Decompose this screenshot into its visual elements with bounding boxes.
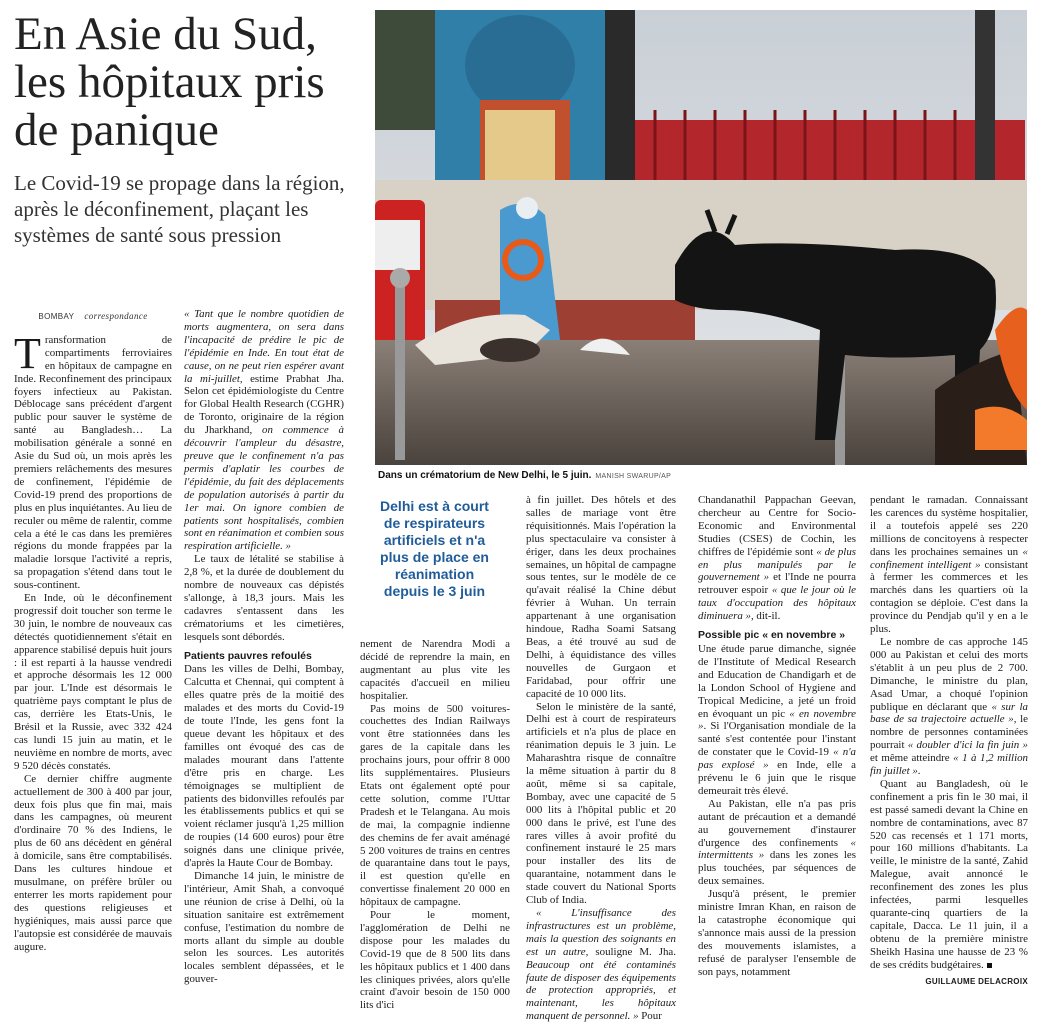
quote: « de plus en plus manipulés par le gouvernement » bbox=[698, 545, 857, 584]
paragraph-text: en Inde, elle a prévenu le 6 juin que le risque demeurait très élevé. bbox=[698, 759, 856, 797]
paragraph-text: Pour bbox=[638, 1010, 662, 1023]
paragraph: Selon le ministère de la santé, Delhi est à court de respirateurs artificiels et n'a plus de place en réanimation depuis le 3 juin. Le Maharashtra risque de connaître la même situation à partir du 8 août, même si sa capitale, Bombay, avec une capacité de 5 000 lits à l'hôpital public et 20 000 dans le privé, est l'une des rares villes à avoir profité du confinement instauré le 25 mars pour installer des lits de quarantaine, notamment dans le stade couvert du National Sports Club of India. bbox=[526, 700, 676, 907]
paragraph bbox=[870, 778, 1028, 972]
paragraph: nement de Narendra Modi a décidé de reprendre la main, en augmentant au plus vite les capacités d'accueil en milieu hospitalier. bbox=[360, 638, 510, 702]
quote: « sur la base de sa trajectoire actuelle » bbox=[870, 700, 1028, 726]
paragraph-text: Au Pakistan, elle n'a pas pris autant de précaution et a demandé au gouvernement d'instaurer d'urgence des confinements bbox=[698, 797, 856, 849]
paragraph: Dimanche 14 juin, le ministre de l'intérieur, Amit Shah, a convoqué une réunion de crise à Delhi, où la situation sanitaire est extrêmement confuse, l'estimation du nombre de morts allant du simple au double selon les sources. Les autorités locales semblent dépassées, et le gouver- bbox=[184, 869, 344, 986]
column-5 bbox=[698, 494, 856, 979]
paragraph-text: Le nombre de cas approche 145 000 au Pakistan et celui des morts s'établit à un peu plus de 2 700. Dimanche, le ministre du plan, Asad Umar, a choqué l'opinion publique en déclarant que bbox=[870, 635, 1028, 713]
standfirst: Le Covid-19 se propage dans la région, après le déconfinement, plaçant les systèmes de santé sous pression bbox=[14, 171, 345, 247]
paragraph-text: souligne M. Jha. bbox=[588, 945, 676, 958]
paragraph: Pas moins de 500 voitures-couchettes des Indian Railways vont être stationnées dans les gares de la capitale dans les prochains jours, pour offrir 8 000 lits supplémentaires. Plusieurs Etats ont également opté pour cette solution, comme l'Uttar Pradesh et le Telangana. Au mois de mai, la compagnie indienne des chemins de fer avait aménagé 5 200 voitures de trains en centres de quarantaine dans tout le pays, il est question qu'elle en convertisse finalement 20 000 en hôpitaux de campagne. bbox=[360, 702, 510, 909]
paragraph-text: ransformation de compartiments ferroviaires en hôpitaux de campagne en Inde. Reconfinement des principaux foyers infectieux au Pakistan. Déblocage sans précédent d'argent public pour sauver le système de santé au Bangladesh… La mobilisation générale a sonné en Asie du Sud où, un mois après les premiers relâchements des mesures de confinement, l'épidémie de Covid-19 prend des proportions de plus en plus inquiétantes. Au lieu de reculer ou même de ralentir, comme cela a été le cas dans les premières régions du monde frappées par la maladie lorsque l'activité a repris, sa propagation s'étend dans tout le sous-continent. bbox=[14, 333, 172, 592]
quote: « intermittents » bbox=[698, 836, 856, 862]
paragraph-text: consistant à fermer les commerces et les marchés dans les quartiers où la contagion se déploie. C'est dans la province du Pendjab qu'il y en a le plus. bbox=[870, 558, 1029, 636]
headline: En Asie du Sud, les hôpitaux pris de panique bbox=[14, 8, 325, 156]
quote: « doubler d'ici la fin juin » bbox=[907, 739, 1028, 752]
column-1 bbox=[14, 310, 172, 953]
paragraph-text: Chandanathil Pappachan Geevan, chercheur au Centre for Socio-Economic and Environmental Studies (CSES) de Cochin, les chiffres de l'épidémie sont bbox=[698, 494, 856, 558]
paragraph bbox=[698, 798, 856, 888]
paragraph-text: , dit-il. bbox=[750, 610, 781, 623]
quote: « que le jour où le taux d'occupation des hôpitaux diminuera » bbox=[698, 584, 856, 623]
paragraph bbox=[184, 308, 344, 553]
quote: on commence à découvrir l'ampleur du désastre, preuve que le confinement n'a pas permis d'aplatir les courbes de l'épidémie, du fait des déplacements de population autorisés à partir du 1er mai. On ignore combien de patients sont hospitalisés, combien sont en réanimation et combien sous respiration artificielle. » bbox=[184, 424, 344, 553]
paragraph-text: estime Prabhat Jha. Selon cet épidémiologiste du Centre for Global Health Research (CGHR) de Toronto, originaire de la région du Jharkhand, bbox=[184, 372, 344, 437]
paragraph-text: dans les zones les plus touchées, par séquences de deux semaines. bbox=[698, 849, 856, 888]
quote: « n'a pas explosé » bbox=[698, 746, 856, 772]
quote: « L'insuffisance des infrastructures est un problème, mais la question des soignants en est un autre, bbox=[526, 907, 676, 958]
paragraph: Ce dernier chiffre augmente actuellement de 300 à 400 par jour, deux fois plus que fin mai, mais dans les campagnes, où meurent d'ordinaire 70 % des Indiens, le plus de 60 ans décèdent en général à domicile, sans être comptabilisés. Dans les cultures hindoue et musulmane, on préfère brûler ou enterrer les morts rapidement pour des questions religieuses et hygiéniques, mais aussi parce que l'autopsie est considérée de mauvais augure. bbox=[14, 772, 172, 953]
paragraph bbox=[698, 643, 856, 798]
quote: « Tant que le nombre quotidien de morts augmentera, on sera dans l'incapacité de prédire le pic de l'épidémie en Inde. En tout état de cause, on ne peut rien espérer avant la mi-juillet, bbox=[184, 308, 344, 385]
caption-text: Dans un crématorium de New Delhi, le 5 juin. bbox=[378, 470, 592, 481]
paragraph-text: . Si l'Organisation mondiale de la santé s'est contentée pour l'instant de constater que le Covid-19 bbox=[698, 720, 856, 759]
paragraph-text: Quant au Bangladesh, où le confinement a pris fin le 30 mai, il est passé samedi devant la Chine en nombre de contaminations, avec 87 520 cas recensés et 1 171 morts, pour 160 millions d'habitants. La veille, le ministre de la santé, Zahid Malegue, avait annoncé le reconfinement des zones les plus infectées, parmi lesquelles quarante-cinq quartiers de la capitale, Dacca. Le 11 juin, il a obtenu de la première ministre Sheikh Hasina une hausse de 23 % de ses crédits budgétaires. bbox=[870, 777, 1028, 971]
column-4 bbox=[526, 494, 676, 1023]
photo-crematorium bbox=[375, 10, 1027, 465]
paragraph: Jusqu'à présent, le premier ministre Imran Khan, en raison de la catastrophe économique qui s'annonce mais aussi de la pression des mouvements islamistes, a refusé de paralyser l'ensemble de son pays, notamment bbox=[698, 888, 856, 978]
column-6 bbox=[870, 494, 1028, 988]
quote: Beaucoup ont été contaminés faute de disposer des équipements de protection appropriés, et maintenant, les hôpitaux manquent de personnel. » bbox=[526, 958, 676, 1023]
paragraph-text: . bbox=[917, 765, 921, 778]
photo-caption bbox=[378, 470, 1023, 481]
paragraph bbox=[870, 494, 1028, 636]
paragraph: Le taux de létalité se stabilise à 2,8 %, et la durée de doublement du nombre de nouveaux cas dépistés s'allonge, à 18,3 jours. Mais les cadavres s'entassent dans les crématoriums et les cimetières, lesquels sont débordés. bbox=[184, 553, 344, 643]
byline-place: BOMBAY bbox=[38, 312, 75, 321]
paragraph-text: , le nombre de personnes contaminées pourrait bbox=[870, 713, 1028, 752]
paragraph bbox=[870, 636, 1028, 778]
column-3 bbox=[360, 638, 510, 1012]
quote: « confinement intelligent » bbox=[870, 545, 1028, 571]
end-mark-icon bbox=[987, 963, 992, 968]
quote: « en novembre » bbox=[698, 707, 856, 733]
quote: « 1 à 1,2 million fin juillet » bbox=[870, 752, 1029, 778]
dropcap: T bbox=[14, 328, 41, 378]
signature: GUILLAUME DELACROIX bbox=[925, 976, 1028, 986]
paragraph: Dans les villes de Delhi, Bombay, Calcutta et Chennai, qui comptent à elles quatre près de la moitié des malades et des morts du Covid-19 de toute l'Inde, les gens font la queue devant les hôpitaux et des familles ont évoqué des cas de malades mourant dans l'attente d'être pris en charge. Les témoignages se multiplient de patients des bidonvilles refoulés par les établissements publics et qui se voient réclamer jusqu'à 1,25 million de roupies (14 600 euros) pour être soignés dans une clinique privée, d'après la Haute Cour de Bombay. bbox=[184, 663, 344, 870]
byline bbox=[14, 310, 172, 324]
paragraph-text: pendant le ramadan. Connaissant les carences du système hospitalier, il a toutefois appelé ses 220 millions de concitoyens à respecter dans les prochaines semaines un bbox=[870, 494, 1028, 558]
paragraph bbox=[698, 494, 856, 623]
photo-credit: MANISH SWARUP/AP bbox=[595, 473, 672, 480]
paragraph-text: et l'Inde ne pourra retrouver espoir bbox=[698, 571, 857, 597]
paragraph: à fin juillet. Des hôtels et des salles de mariage vont être réquisitionnés. Mais l'opération la plus spectaculaire va consister à ériger, dans les deux prochaines semaines, un hôpital de campagne sous tentes, sur le modèle de ce qu'avait réalisé la Chine début février à Wuhan. Un terrain appartenant à une organisation hindoue, Radha Soami Satsang Beas, a été trouvé au sud de Delhi, à équidistance des villes nouvelles de Gurgaon et Faridabad, pour offrir une capacité de 10 000 lits. bbox=[526, 494, 676, 700]
paragraph bbox=[14, 328, 172, 592]
paragraph: En Inde, où le déconfinement progressif doit toucher son terme le 30 juin, le nombre de nouveaux cas détectés quotidiennement s'était en apparence stabilisé depuis huit jours : il est reparti à la hausse vendredi et approche désormais les 12 000 par jour. L'Inde est désormais le quatrième pays comptant le plus de cas, derrière les Etats-Unis, le Brésil et la Russie, avec 332 424 cas lundi 15 juin au matin, et le neuvième en nombre de morts, avec 9 520 décès constatés. bbox=[14, 592, 172, 772]
column-2 bbox=[184, 308, 344, 986]
subhead: Possible pic « en novembre » bbox=[698, 629, 846, 642]
paragraph-text: Une étude parue dimanche, signée de l'Institute of Medical Research and Education de Chandigarh et de la London School of Hygiene and Tropical Medicine, a jeté un froid en évoquant un pic bbox=[698, 642, 856, 720]
paragraph-text: et même atteindre bbox=[870, 752, 954, 765]
pull-quote: Delhi est à court de respirateurs artificiels et n'a plus de place en réanimation depuis le 3 juin bbox=[380, 498, 489, 599]
subhead: Patients pauvres refoulés bbox=[184, 649, 312, 662]
paragraph: Pour le moment, l'agglomération de Delhi ne dispose pour les malades du Covid-19 que de 8 500 lits dans les hôpitaux publics et 1 400 dans les cliniques privées, alors qu'elle craint d'avoir besoin de 150 000 lits d'ici bbox=[360, 909, 510, 1012]
paragraph bbox=[526, 907, 676, 1023]
byline-role: correspondance bbox=[84, 311, 148, 321]
